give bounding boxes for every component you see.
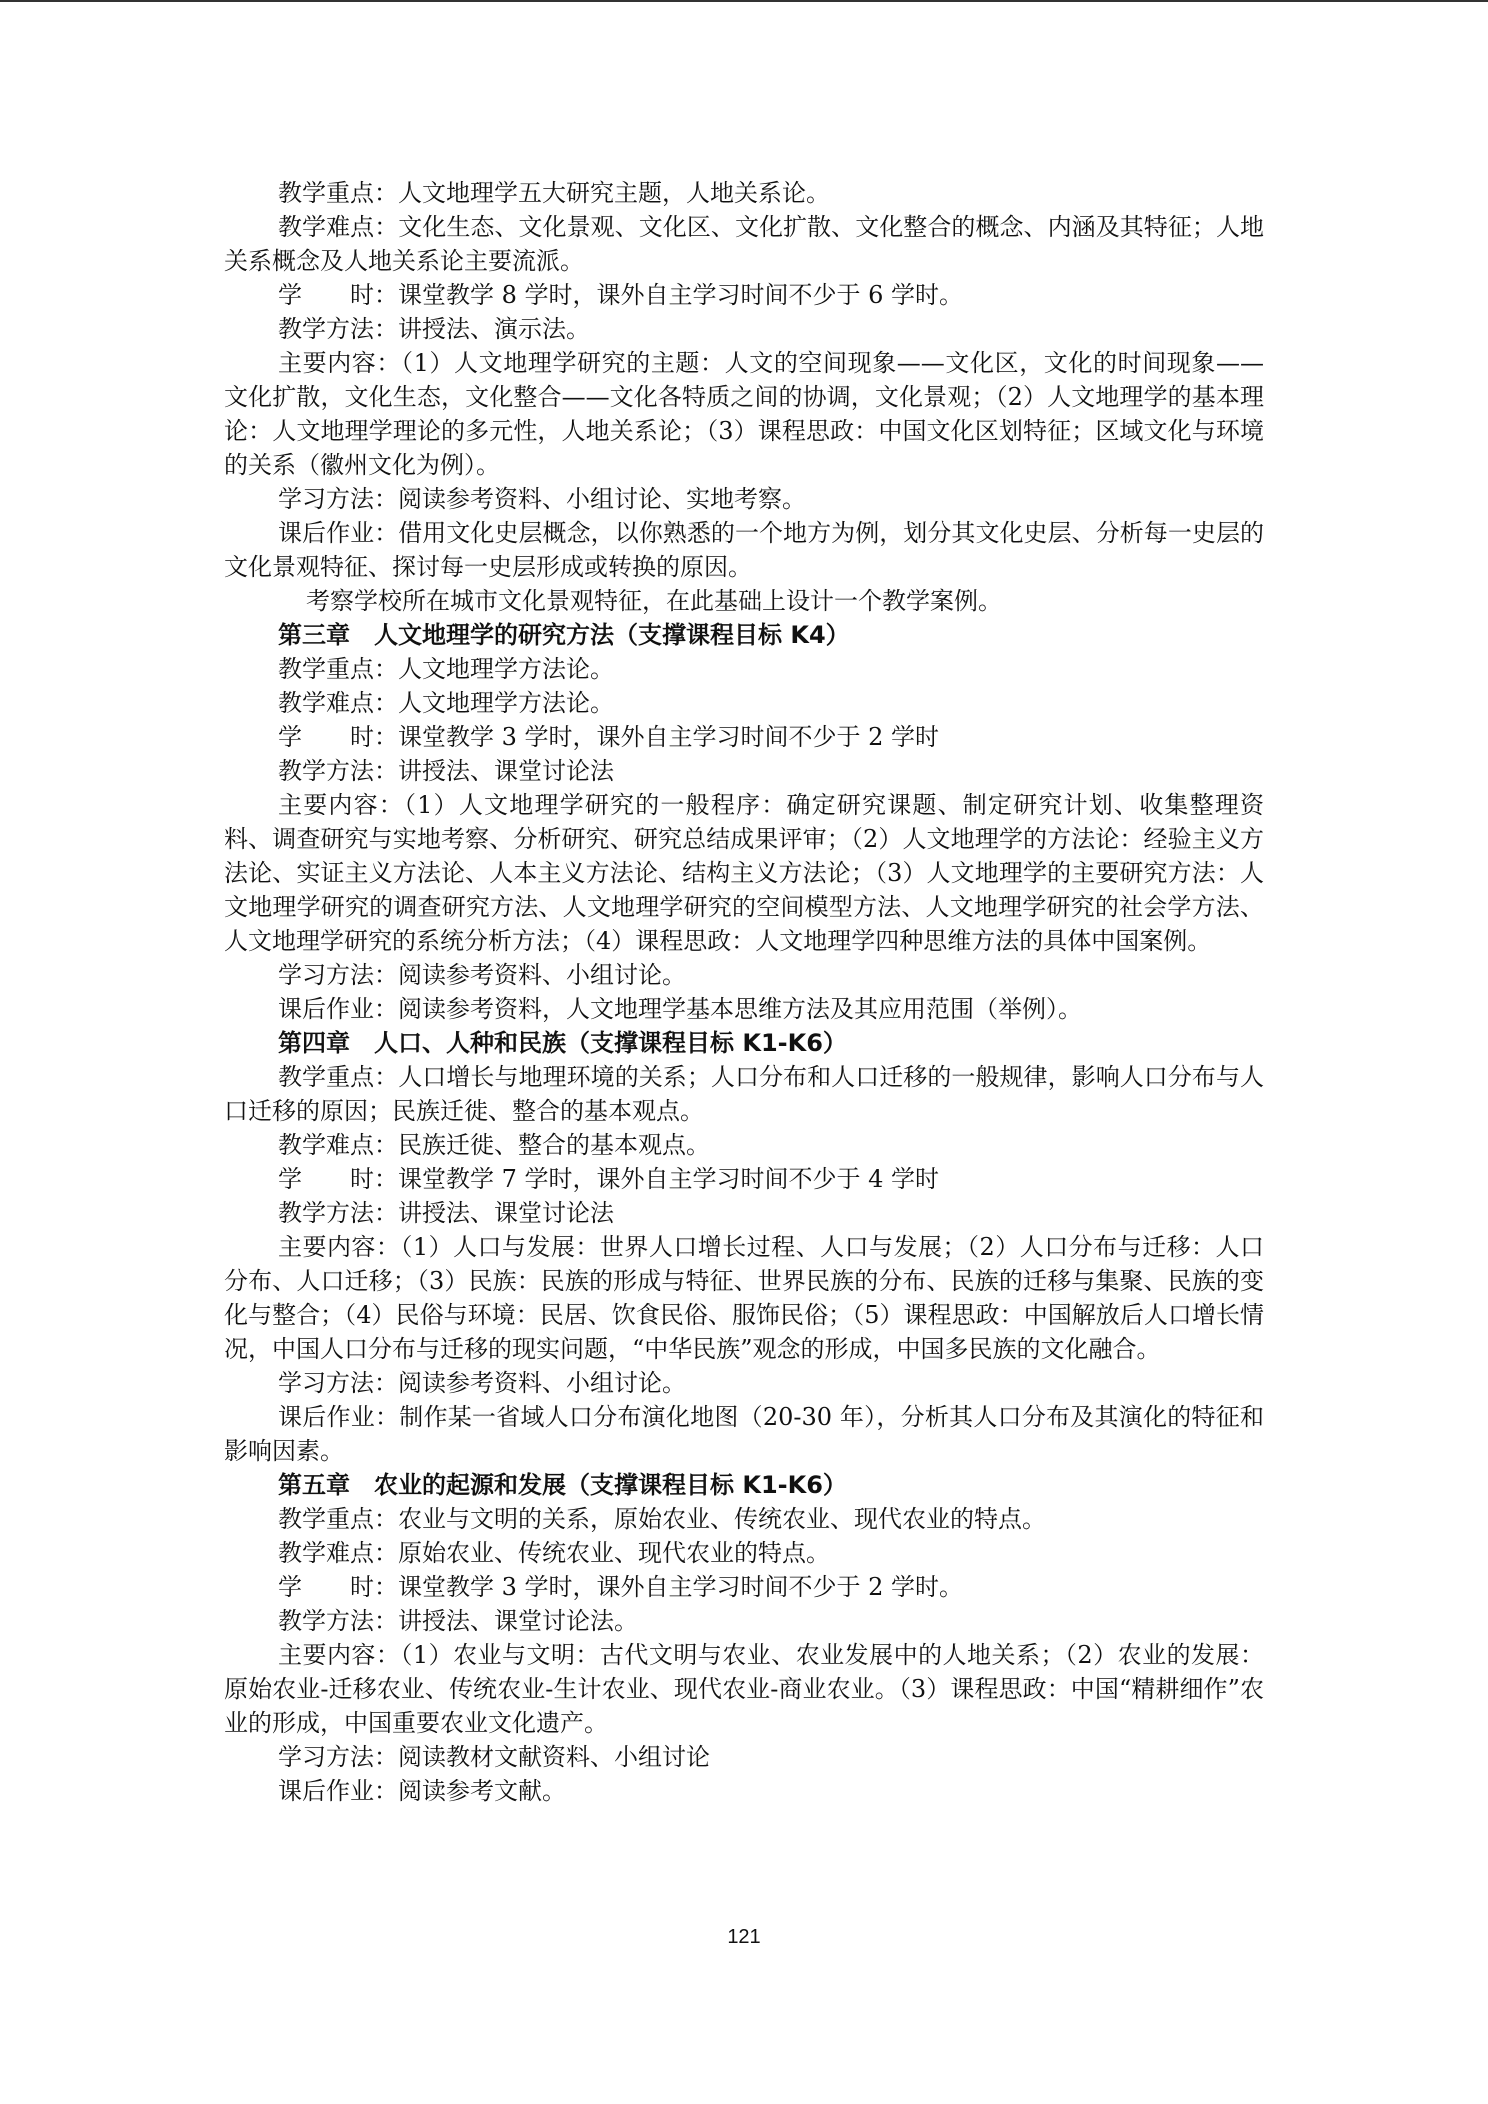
document-body — [224, 176, 1264, 1808]
paragraph: 教学难点：人文地理学方法论。 — [278, 689, 614, 717]
paragraph: 主要内容：（1）人文地理学研究的一般程序：确定研究课题、制定研究计划、收集整理资料、调查研究与实地考察、分析研究、研究总结成果评审；（2）人文地理学的方法论：经验主义方法论、实证主义方法论、人本主义方法论、结构主义方法论；（3）人文地理学的主要研究方法：人文地理学研究的调查研究方法、人文地理学研究的空间模型方法、人文地理学研究的社会学方法、人文地理学研究的系统分析方法；（4）课程思政：人文地理学四种思维方法的具体中国案例。 — [224, 791, 1264, 955]
paragraph: 学习方法：阅读教材文献资料、小组讨论 — [278, 1743, 710, 1771]
paragraph: 教学方法：讲授法、课堂讨论法 — [278, 757, 614, 785]
paragraph: 学 时：课堂教学 8 学时，课外自主学习时间不少于 6 学时。 — [278, 281, 964, 309]
paragraph: 教学方法：讲授法、课堂讨论法。 — [278, 1607, 638, 1635]
paragraph: 学习方法：阅读参考资料、小组讨论、实地考察。 — [278, 485, 806, 513]
paragraph: 教学重点：人文地理学五大研究主题，人地关系论。 — [278, 179, 830, 207]
paragraph: 主要内容：（1）农业与文明：古代文明与农业、农业发展中的人地关系；（2）农业的发展：原始农业-迁移农业、传统农业-生计农业、现代农业-商业农业。（3）课程思政：中国“精耕细作”农业的形成，中国重要农业文化遗产。 — [224, 1641, 1264, 1737]
paragraph: 教学难点：民族迁徙、整合的基本观点。 — [278, 1131, 710, 1159]
paragraph: 教学重点：农业与文明的关系，原始农业、传统农业、现代农业的特点。 — [278, 1505, 1046, 1533]
paragraph: 教学重点：人口增长与地理环境的关系；人口分布和人口迁移的一般规律，影响人口分布与人口迁移的原因；民族迁徙、整合的基本观点。 — [224, 1063, 1264, 1125]
paragraph: 学习方法：阅读参考资料、小组讨论。 — [278, 961, 686, 989]
paragraph: 学 时：课堂教学 7 学时，课外自主学习时间不少于 4 学时 — [278, 1165, 940, 1193]
paragraph: 课后作业：阅读参考文献。 — [278, 1777, 566, 1805]
chapter-heading: 第三章 人文地理学的研究方法（支撑课程目标 K4） — [278, 621, 850, 649]
chapter-heading: 第四章 人口、人种和民族（支撑课程目标 K1-K6） — [278, 1029, 847, 1057]
paragraph: 主要内容：（1）人文地理学研究的主题：人文的空间现象——文化区，文化的时间现象——文化扩散，文化生态，文化整合——文化各特质之间的协调，文化景观；（2）人文地理学的基本理论：人文地理学理论的多元性，人地关系论；（3）课程思政：中国文化区划特征；区域文化与环境的关系（徽州文化为例）。 — [224, 349, 1264, 479]
chapter-heading: 第五章 农业的起源和发展（支撑课程目标 K1-K6） — [278, 1471, 847, 1499]
paragraph: 课后作业：制作某一省域人口分布演化地图（20-30 年），分析其人口分布及其演化的特征和影响因素。 — [224, 1403, 1264, 1465]
paragraph: 教学方法：讲授法、演示法。 — [278, 315, 590, 343]
paragraph: 教学重点：人文地理学方法论。 — [278, 655, 614, 683]
paragraph: 教学方法：讲授法、课堂讨论法 — [278, 1199, 614, 1227]
paragraph: 学 时：课堂教学 3 学时，课外自主学习时间不少于 2 学时 — [278, 723, 940, 751]
paragraph: 主要内容：（1）人口与发展：世界人口增长过程、人口与发展；（2）人口分布与迁移：人口分布、人口迁移；（3）民族：民族的形成与特征、世界民族的分布、民族的迁移与集聚、民族的变化与整合；（4）民俗与环境：民居、饮食民俗、服饰民俗；（5）课程思政：中国解放后人口增长情况，中国人口分布与迁移的现实问题，“中华民族”观念的形成，中国多民族的文化融合。 — [224, 1233, 1264, 1363]
top-rule — [0, 0, 1488, 2]
paragraph: 教学难点：原始农业、传统农业、现代农业的特点。 — [278, 1539, 830, 1567]
paragraph: 学 时：课堂教学 3 学时，课外自主学习时间不少于 2 学时。 — [278, 1573, 964, 1601]
page-number: 121 — [727, 1926, 761, 1948]
paragraph: 教学难点：文化生态、文化景观、文化区、文化扩散、文化整合的概念、内涵及其特征；人地关系概念及人地关系论主要流派。 — [224, 213, 1264, 275]
paragraph: 学习方法：阅读参考资料、小组讨论。 — [278, 1369, 686, 1397]
paragraph: 课后作业：阅读参考资料，人文地理学基本思维方法及其应用范围（举例）。 — [278, 995, 1082, 1023]
paragraph: 考察学校所在城市文化景观特征，在此基础上设计一个教学案例。 — [306, 587, 1002, 615]
paragraph: 课后作业：借用文化史层概念，以你熟悉的一个地方为例，划分其文化史层、分析每一史层的文化景观特征、探讨每一史层形成或转换的原因。 — [224, 519, 1264, 581]
